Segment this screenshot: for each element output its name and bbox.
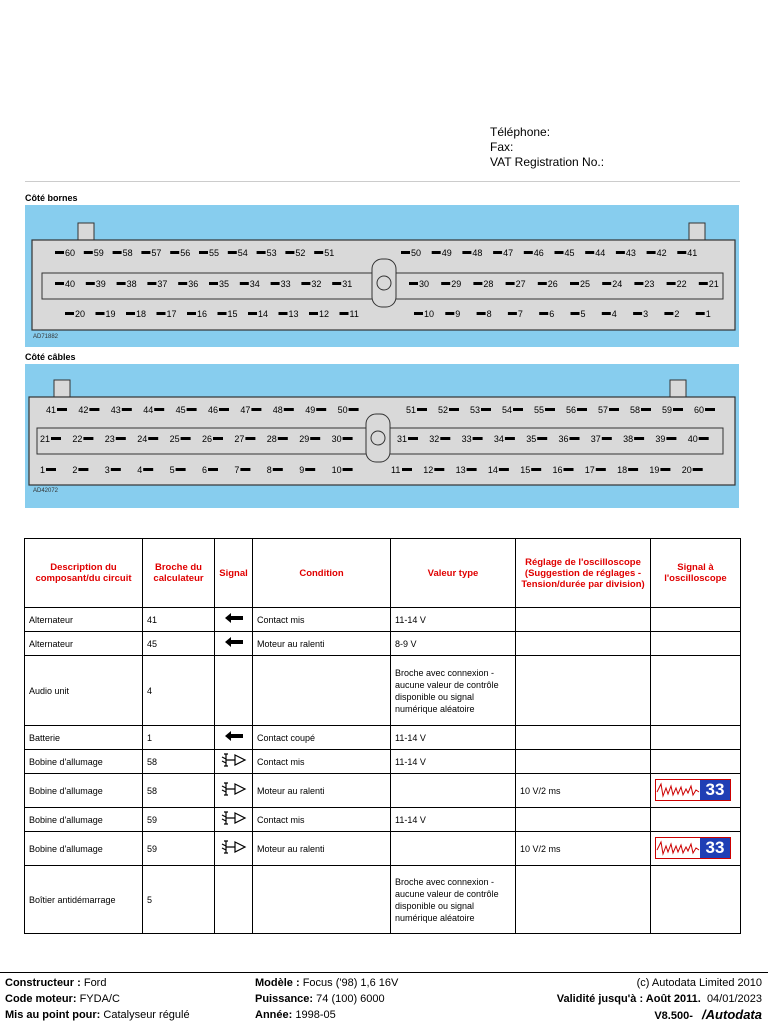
cell-condition: Contact mis <box>253 808 391 832</box>
cell-pin: 58 <box>143 750 215 774</box>
pin-label: 48 <box>472 248 483 258</box>
cell-pin: 59 <box>143 808 215 832</box>
cell-condition <box>253 656 391 726</box>
pin-label: 32 <box>429 434 440 444</box>
cell-description: Alternateur <box>25 608 143 632</box>
pin-label: 3 <box>643 309 649 319</box>
pin-label: 44 <box>595 248 606 258</box>
constructeur-value: Ford <box>83 977 107 989</box>
pin-label: 24 <box>137 434 148 444</box>
cell-signal <box>215 774 253 808</box>
pin-label: 5 <box>580 309 586 319</box>
cell-value: 11-14 V <box>391 608 516 632</box>
pin-label: 37 <box>590 434 601 444</box>
cell-value: Broche avec connexion - aucune valeur de contrôle disponible ou signal numérique aléatoire <box>391 656 516 726</box>
latch-tab <box>54 380 70 398</box>
pin-label: 23 <box>644 279 655 289</box>
header-condition: Condition <box>253 539 391 608</box>
oscilloscope-thumbnail[interactable] <box>655 779 731 801</box>
pin-label: 11 <box>391 465 401 475</box>
pin-label: 39 <box>95 279 106 289</box>
pin-label: 46 <box>208 405 219 415</box>
pin-label: 40 <box>687 434 698 444</box>
pin-label: 18 <box>136 309 147 319</box>
pin-label: 40 <box>65 279 76 289</box>
table-row <box>25 832 741 866</box>
cell-pin: 5 <box>143 866 215 934</box>
pin-label: 29 <box>451 279 462 289</box>
copyright: (c) Autodata Limited 2010 <box>636 977 762 989</box>
pin-label: 38 <box>126 279 137 289</box>
pin-label: 22 <box>72 434 83 444</box>
version: V8.500- <box>654 1010 693 1022</box>
validite-label: Validité jusqu'à : Août 2011. <box>556 993 701 1005</box>
pin-label: 28 <box>483 279 494 289</box>
pin-label: 17 <box>166 309 177 319</box>
pin-label: 34 <box>249 279 260 289</box>
pin-label: 46 <box>533 248 544 258</box>
pin-label: 27 <box>515 279 526 289</box>
cell-scope-setting <box>516 750 651 774</box>
footer-divider <box>0 972 768 973</box>
cell-signal <box>215 726 253 750</box>
ignition-coil-signal-icon <box>221 782 247 796</box>
pin-label: 25 <box>169 434 180 444</box>
pin-label: 51 <box>406 405 417 415</box>
cell-pin: 41 <box>143 608 215 632</box>
pin-label: 18 <box>617 465 628 475</box>
pin-label: 23 <box>104 434 115 444</box>
pin-label: 30 <box>419 279 430 289</box>
cell-scope-signal <box>651 656 741 726</box>
cell-description: Bobine d'allumage <box>25 832 143 866</box>
cell-signal <box>215 832 253 866</box>
pin-label: 3 <box>104 465 110 475</box>
constructeur-label: Constructeur : <box>5 977 81 989</box>
pin-label: 51 <box>324 248 335 258</box>
pin-label: 31 <box>397 434 408 444</box>
pin-label: 26 <box>547 279 558 289</box>
table-header-row <box>25 539 741 608</box>
cell-scope-signal <box>651 750 741 774</box>
oscilloscope-thumbnail[interactable] <box>655 837 731 859</box>
pin-label: 14 <box>487 465 498 475</box>
pin-label: 20 <box>75 309 86 319</box>
figure-ref: AD42072 <box>33 488 59 494</box>
cell-pin: 45 <box>143 632 215 656</box>
pin-label: 45 <box>564 248 575 258</box>
cell-condition: Moteur au ralenti <box>253 632 391 656</box>
pin-label: 50 <box>337 405 348 415</box>
cell-signal <box>215 656 253 726</box>
divider <box>25 181 740 182</box>
cell-scope-signal <box>651 808 741 832</box>
pin-label: 7 <box>234 465 240 475</box>
pin-label: 55 <box>534 405 545 415</box>
pin-label: 6 <box>549 309 555 319</box>
pin-label: 13 <box>455 465 466 475</box>
section-label-cables: Côté câbles <box>25 352 76 362</box>
pin-label: 26 <box>202 434 213 444</box>
pin-label: 44 <box>143 405 154 415</box>
cell-condition <box>253 866 391 934</box>
pin-label: 6 <box>202 465 208 475</box>
pin-label: 29 <box>299 434 310 444</box>
vat-label: VAT Registration No.: <box>490 155 605 169</box>
pin-table <box>24 538 741 934</box>
pin-label: 58 <box>122 248 133 258</box>
pin-label: 36 <box>558 434 569 444</box>
pin-label: 21 <box>40 434 51 444</box>
latch-tab <box>78 223 94 241</box>
pin-label: 35 <box>219 279 230 289</box>
pin-label: 41 <box>46 405 57 415</box>
pin-label: 47 <box>503 248 514 258</box>
cell-value: Broche avec connexion - aucune valeur de contrôle disponible ou signal numérique aléatoire <box>391 866 516 934</box>
pin-label: 35 <box>526 434 537 444</box>
cell-pin: 59 <box>143 832 215 866</box>
mis-au-point-label: Mis au point pour: <box>5 1009 101 1021</box>
pin-label: 56 <box>180 248 191 258</box>
modele-value: Focus ('98) 1,6 16V <box>302 977 399 989</box>
waveform-icon <box>656 838 700 858</box>
cell-scope-signal <box>651 832 741 866</box>
table-row <box>25 726 741 750</box>
pin-label: 12 <box>423 465 434 475</box>
cell-pin: 58 <box>143 774 215 808</box>
pin-label: 43 <box>110 405 121 415</box>
pin-label: 59 <box>93 248 104 258</box>
header-value: Valeur type <box>391 539 516 608</box>
cell-pin: 1 <box>143 726 215 750</box>
connector-panel-bornes <box>25 205 739 347</box>
pin-label: 25 <box>580 279 591 289</box>
pin-label: 17 <box>584 465 595 475</box>
table-row <box>25 608 741 632</box>
pin-label: 30 <box>331 434 342 444</box>
section-label-bornes: Côté bornes <box>25 193 78 203</box>
pin-label: 49 <box>441 248 452 258</box>
cell-scope-setting <box>516 808 651 832</box>
pin-label: 1 <box>705 309 711 319</box>
pin-label: 52 <box>438 405 449 415</box>
pin-label: 31 <box>342 279 353 289</box>
pin-label: 47 <box>240 405 251 415</box>
pin-label: 38 <box>623 434 634 444</box>
cell-description: Bobine d'allumage <box>25 808 143 832</box>
cell-condition: Contact mis <box>253 750 391 774</box>
pin-label: 50 <box>411 248 422 258</box>
table-row <box>25 866 741 934</box>
table-row <box>25 774 741 808</box>
table-row <box>25 656 741 726</box>
cell-value <box>391 774 516 808</box>
pin-label: 2 <box>674 309 680 319</box>
header-scope-setting: Réglage de l'oscilloscope (Suggestion de réglages - Tension/durée par division) <box>516 539 651 608</box>
pin-label: 10 <box>424 309 435 319</box>
header-pin: Broche du calculateur <box>143 539 215 608</box>
connector-diagram-cables <box>25 364 739 508</box>
cell-scope-setting <box>516 632 651 656</box>
cell-value: 11-14 V <box>391 808 516 832</box>
pin-label: 27 <box>234 434 245 444</box>
pin-label: 56 <box>566 405 577 415</box>
scope-number: 33 <box>700 780 730 800</box>
pin-label: 8 <box>266 465 272 475</box>
cell-scope-setting <box>516 608 651 632</box>
cell-description: Boîtier antidémarrage <box>25 866 143 934</box>
signal-arrow-icon <box>225 731 243 741</box>
pin-label: 57 <box>598 405 609 415</box>
cell-signal <box>215 608 253 632</box>
cell-description: Bobine d'allumage <box>25 750 143 774</box>
telephone-label: Téléphone: <box>490 125 551 139</box>
annee-value: 1998-05 <box>295 1009 336 1021</box>
cell-description: Batterie <box>25 726 143 750</box>
latch-tab <box>689 223 705 241</box>
pin-label: 57 <box>151 248 162 258</box>
modele-label: Modèle : <box>255 977 300 989</box>
puissance-label: Puissance: <box>255 993 314 1005</box>
pin-label: 19 <box>649 465 660 475</box>
cell-scope-setting <box>516 726 651 750</box>
table-row <box>25 808 741 832</box>
cell-scope-setting: 10 V/2 ms <box>516 774 651 808</box>
cell-scope-signal <box>651 608 741 632</box>
connector-panel-cables <box>25 364 739 508</box>
pin-label: 4 <box>611 309 617 319</box>
pin-label: 2 <box>72 465 78 475</box>
cell-pin: 4 <box>143 656 215 726</box>
pin-label: 11 <box>349 309 359 319</box>
signal-arrow-icon <box>225 613 243 623</box>
pin-label: 19 <box>105 309 116 319</box>
pin-label: 7 <box>517 309 523 319</box>
pin-label: 32 <box>311 279 322 289</box>
code-moteur-label: Code moteur: <box>5 993 77 1005</box>
contact-block <box>490 125 604 170</box>
cell-scope-setting <box>516 866 651 934</box>
pin-label: 24 <box>612 279 623 289</box>
cell-scope-setting <box>516 656 651 726</box>
pin-label: 53 <box>470 405 481 415</box>
pin-label: 42 <box>78 405 89 415</box>
signal-arrow-icon <box>225 637 243 647</box>
ignition-coil-signal-icon <box>221 753 247 767</box>
pin-label: 42 <box>656 248 667 258</box>
cell-value <box>391 832 516 866</box>
cell-scope-signal <box>651 774 741 808</box>
pin-label: 60 <box>65 248 76 258</box>
cell-description: Bobine d'allumage <box>25 774 143 808</box>
annee-label: Année: <box>255 1009 293 1021</box>
pin-label: 28 <box>266 434 277 444</box>
pin-label: 52 <box>295 248 306 258</box>
waveform-icon <box>656 780 700 800</box>
pin-label: 16 <box>552 465 563 475</box>
pin-label: 21 <box>708 279 719 289</box>
pin-label: 1 <box>40 465 46 475</box>
pin-label: 9 <box>455 309 461 319</box>
cell-value: 11-14 V <box>391 750 516 774</box>
pin-label: 13 <box>288 309 299 319</box>
figure-ref: AD71882 <box>33 334 59 340</box>
cell-condition: Moteur au ralenti <box>253 774 391 808</box>
connector-diagram-bornes <box>25 205 739 347</box>
header-signal: Signal <box>215 539 253 608</box>
cell-signal <box>215 808 253 832</box>
cell-signal <box>215 866 253 934</box>
pin-label: 53 <box>266 248 277 258</box>
cell-scope-signal <box>651 866 741 934</box>
pin-label: 22 <box>676 279 687 289</box>
cell-value: 8-9 V <box>391 632 516 656</box>
header-description: Description du composant/du circuit <box>25 539 143 608</box>
pin-label: 48 <box>272 405 283 415</box>
pin-label: 39 <box>655 434 666 444</box>
pin-label: 58 <box>630 405 641 415</box>
cell-description: Alternateur <box>25 632 143 656</box>
cell-signal <box>215 750 253 774</box>
pin-label: 49 <box>305 405 316 415</box>
cell-scope-setting: 10 V/2 ms <box>516 832 651 866</box>
cell-description: Audio unit <box>25 656 143 726</box>
scope-number: 33 <box>700 838 730 858</box>
pin-label: 8 <box>486 309 492 319</box>
pin-label: 9 <box>299 465 305 475</box>
cell-scope-signal <box>651 726 741 750</box>
ignition-coil-signal-icon <box>221 811 247 825</box>
ignition-coil-signal-icon <box>221 840 247 854</box>
pin-label: 34 <box>493 434 504 444</box>
pin-label: 16 <box>197 309 208 319</box>
pin-label: 10 <box>331 465 342 475</box>
cell-value: 11-14 V <box>391 726 516 750</box>
pin-label: 37 <box>157 279 168 289</box>
cell-condition: Moteur au ralenti <box>253 832 391 866</box>
pin-label: 12 <box>319 309 330 319</box>
autodata-logo: /Autodata <box>702 1007 762 1022</box>
header-scope-signal: Signal à l'oscilloscope <box>651 539 741 608</box>
pin-label: 55 <box>209 248 220 258</box>
pin-label: 15 <box>227 309 238 319</box>
pin-label: 43 <box>625 248 636 258</box>
pin-label: 54 <box>502 405 513 415</box>
table-row <box>25 750 741 774</box>
pin-label: 54 <box>237 248 248 258</box>
pin-label: 36 <box>188 279 199 289</box>
table-row <box>25 632 741 656</box>
pin-label: 45 <box>175 405 186 415</box>
pin-label: 20 <box>681 465 692 475</box>
puissance-value: 74 (100) 6000 <box>316 993 385 1005</box>
mis-au-point-value: Catalyseur régulé <box>103 1009 190 1021</box>
center-key <box>372 259 396 307</box>
print-date: 04/01/2023 <box>706 993 762 1005</box>
pin-label: 33 <box>280 279 291 289</box>
center-key <box>366 414 390 462</box>
cell-signal <box>215 632 253 656</box>
pin-label: 5 <box>169 465 175 475</box>
pin-label: 14 <box>258 309 269 319</box>
latch-tab <box>670 380 686 398</box>
pin-label: 15 <box>520 465 531 475</box>
pin-label: 4 <box>137 465 143 475</box>
cell-condition: Contact coupé <box>253 726 391 750</box>
fax-label: Fax: <box>490 140 514 154</box>
code-moteur-value: FYDA/C <box>79 993 120 1005</box>
cell-scope-signal <box>651 632 741 656</box>
pin-label: 59 <box>662 405 673 415</box>
pin-label: 60 <box>694 405 705 415</box>
pin-label: 33 <box>461 434 472 444</box>
pin-label: 41 <box>687 248 698 258</box>
cell-condition: Contact mis <box>253 608 391 632</box>
